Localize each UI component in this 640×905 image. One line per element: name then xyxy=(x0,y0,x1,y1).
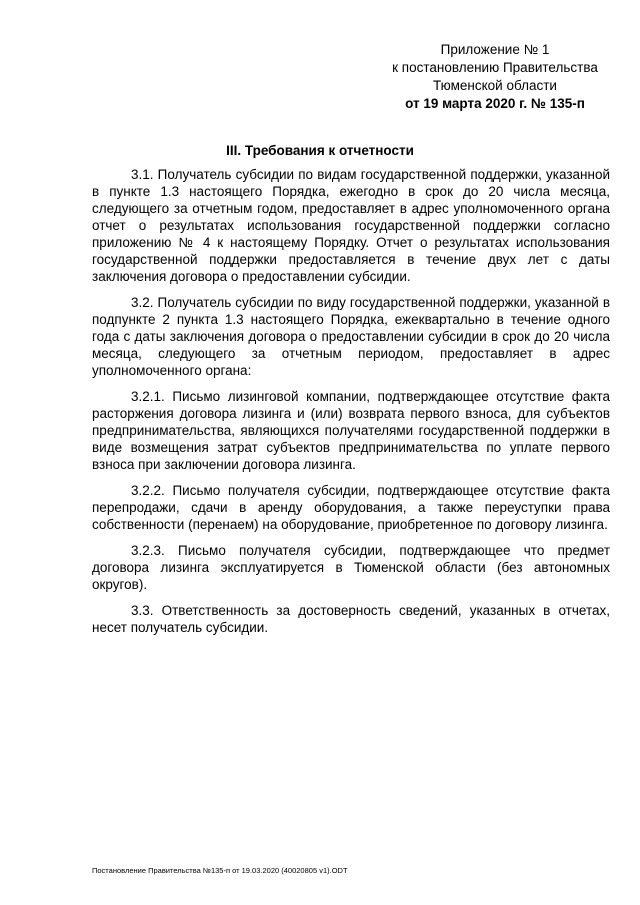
paragraph-3-2-1: 3.2.1. Письмо лизинговой компании, подтверждающее отсутствие факта расторжения договора лизинга и (или) возврата первого взноса, для субъектов предпринимательства, являющихся получателями государственной поддержки в виде возмещения затрат субъектов предпринимательства по уплате первого взноса при заключении договора лизинга. xyxy=(92,389,610,472)
paragraph-3-2: 3.2. Получатель субсидии по виду государственной поддержки, указанной в подпункте 2 пункта 1.3 настоящего Порядка, ежеквартально в течение одного года с даты заключения договора о предоставлении субсидии в срок до 20 числа месяца, следующего за отчетным периодом, предоставляет в адрес уполномоченного органа: xyxy=(92,295,610,378)
appendix-region: Тюменской области xyxy=(433,78,557,93)
paragraph-3-2-3: 3.2.3. Письмо получателя субсидии, подтверждающее что предмет договора лизинга эксплуатируется в Тюменской области (без автономных округов). xyxy=(92,543,610,592)
appendix-header xyxy=(330,41,640,113)
paragraph-3-3: 3.3. Ответственность за достоверность сведений, указанных в отчетах, несет получатель субсидии. xyxy=(92,603,610,635)
appendix-number: Приложение № 1 xyxy=(440,42,550,57)
section-title: III. Требования к отчетности xyxy=(226,143,414,158)
paragraph-3-1: 3.1. Получатель субсидии по видам государственной поддержки, указанной в пункте 1.3 настоящего Порядка, ежегодно в срок до 20 числа месяца, следующего за отчетным годом, предоставляет в адрес уполномоченного органа отчет о результатах использования государственной поддержки согласно приложению № 4 к настоящему Порядку. Отчет о результатах использования государственной поддержки предоставляется в течение двух лет с даты заключения договора о предоставлении субсидии. xyxy=(92,167,610,284)
paragraph-3-2-2: 3.2.2. Письмо получателя субсидии, подтверждающее отсутствие факта перепродажи, сдачи в аренду оборудования, а также переуступки права собственности (перенаем) на оборудование, приобретенное по договору лизинга. xyxy=(92,483,610,532)
appendix-date-number: от 19 марта 2020 г. № 135-п xyxy=(405,96,585,111)
document-body xyxy=(92,166,610,645)
appendix-reference: к постановлению Правительства xyxy=(392,60,598,75)
document-footer: Постановление Правительства №135-п от 19.03.2020 (40020805 v1).ODT xyxy=(92,866,348,875)
